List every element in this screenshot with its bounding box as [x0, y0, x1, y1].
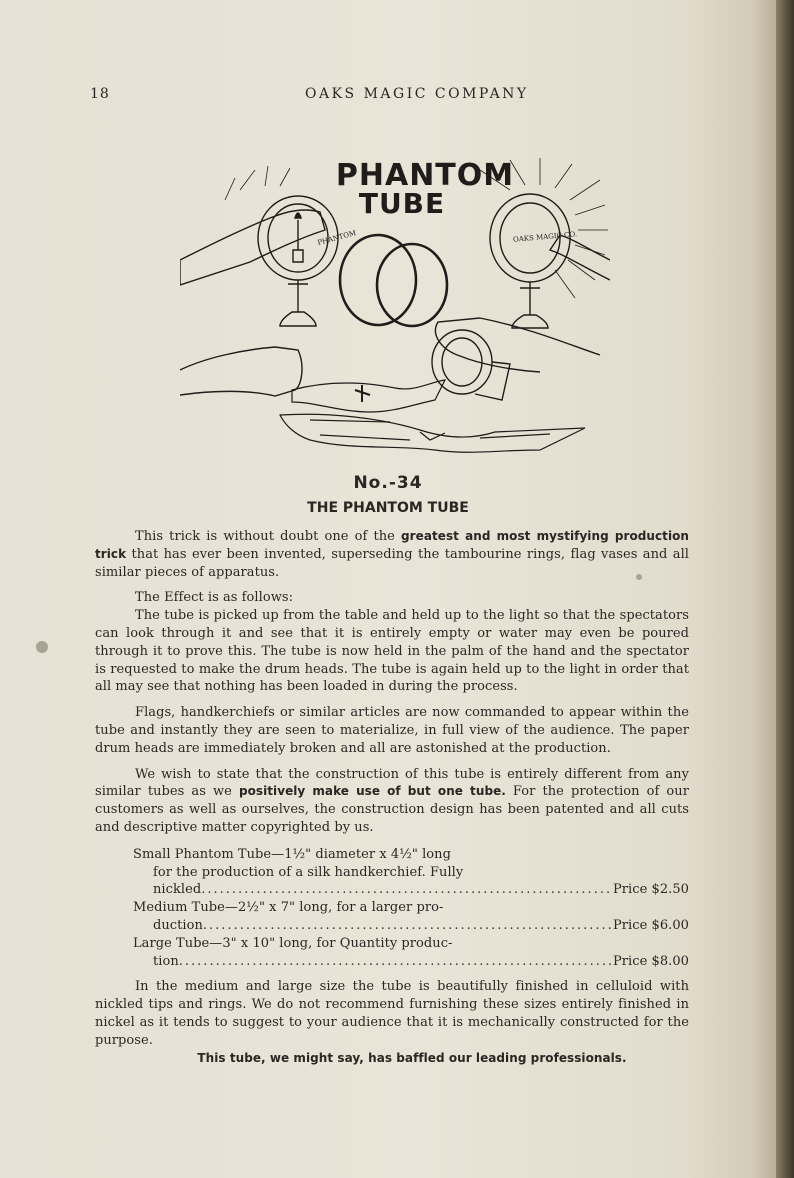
product-description — [95, 528, 689, 1075]
finish-paragraph: In the medium and large size the tube is beautifully finished in celluloid with nickled tips and rings. We do not recommend furnishing these sizes entirely finished in nickel as it tends to suggest to your audience that it is mechanically constructed for the purpose. — [95, 979, 689, 1048]
intro-bold: greatest and most mystifying production trick — [95, 529, 689, 561]
rings — [340, 235, 447, 326]
price-value: Price $8.00 — [613, 953, 689, 969]
intro-text-b: that has ever been invented, superseding the tambourine rings, flag vases and all similar pieces of apparatus. — [95, 546, 689, 580]
intro-text-a: This trick is without doubt one of the — [135, 529, 402, 544]
price-item-line — [133, 953, 689, 971]
book-binding-edge — [776, 0, 794, 1178]
flags — [280, 380, 585, 452]
price-item-desc: tion — [153, 953, 179, 969]
page-number: 18 — [90, 86, 110, 102]
price-item-desc: duction — [153, 917, 203, 933]
illustration-title-line2: TUBE — [358, 187, 446, 220]
price-item-line — [133, 864, 689, 882]
paper-blemish — [36, 641, 48, 653]
construction-text-a: We wish to state that the construction of this tube is entirely different from any similar tubes as we — [95, 766, 689, 800]
price-item-desc: for the production of a silk handkerchief. Fully — [153, 864, 464, 880]
leader-dots — [201, 881, 613, 899]
effect-paragraph-2: Flags, handkerchiefs or similar articles are now commanded to appear within the tube and instantly they are seen to materialize, in full view of the audience. The paper drum heads are immediately broken and all are astonished at the production. — [95, 705, 689, 756]
lower-left-hand — [180, 347, 302, 396]
price-item-line — [133, 917, 689, 935]
construction-bold: positively make use of but one tube. — [238, 784, 506, 799]
price-value: Price $2.50 — [613, 882, 689, 898]
price-value: Price $6.00 — [613, 917, 689, 933]
price-item-medium — [133, 899, 689, 935]
right-lamp-label: OAKS MAGIC CO. — [512, 230, 578, 244]
closing-statement: This tube, we might say, has baffled our leading professionals. — [197, 1050, 627, 1065]
price-item-line: Small Phantom Tube—1½" diameter x 4½" long — [133, 846, 451, 862]
price-item-large — [133, 935, 689, 971]
product-number: No.-34 — [353, 473, 423, 493]
drum-tube — [432, 330, 510, 400]
leader-dots — [203, 917, 613, 935]
leader-dots — [179, 953, 613, 971]
right-arm — [550, 235, 610, 280]
left-arm — [180, 210, 325, 285]
effect-paragraph-1: The tube is picked up from the table and held up to the light so that the spectators can look through it and see that it is entirely empty or water may even be poured through it to prove this. The tube is now held in the palm of the hand and the spectator is requested to make the drum heads. The tube is again held up to the light in order that all may see that nothing has been loaded in during the process. — [95, 608, 689, 695]
price-item-line: Large Tube—3" x 10" long, for Quantity produc- — [133, 935, 453, 951]
price-item-small — [133, 846, 689, 899]
product-title: THE PHANTOM TUBE — [307, 500, 469, 516]
construction-paragraph — [95, 766, 689, 837]
construction-text-b: For the protection of our customers as well as ourselves, the construction design has been patented and all cuts and descriptive matter copyrighted by us. — [95, 784, 689, 835]
lower-right-hand — [435, 318, 600, 372]
paper-blemish — [636, 574, 642, 580]
phantom-tube-illustration — [180, 150, 610, 470]
intro-paragraph — [95, 528, 689, 581]
left-lamp-label: PHANTOM — [316, 229, 357, 247]
running-head — [90, 86, 690, 106]
price-item-desc: nickled — [153, 882, 202, 898]
price-list — [133, 846, 689, 971]
illustration-title — [325, 158, 525, 220]
company-name: OAKS MAGIC COMPANY — [305, 86, 529, 102]
price-item-line: Medium Tube—2½" x 7" long, for a larger pro- — [133, 900, 444, 916]
illustration-title-line1: PHANTOM — [335, 158, 515, 193]
price-item-line — [133, 881, 689, 899]
effect-heading: The Effect is as follows: — [135, 590, 294, 606]
